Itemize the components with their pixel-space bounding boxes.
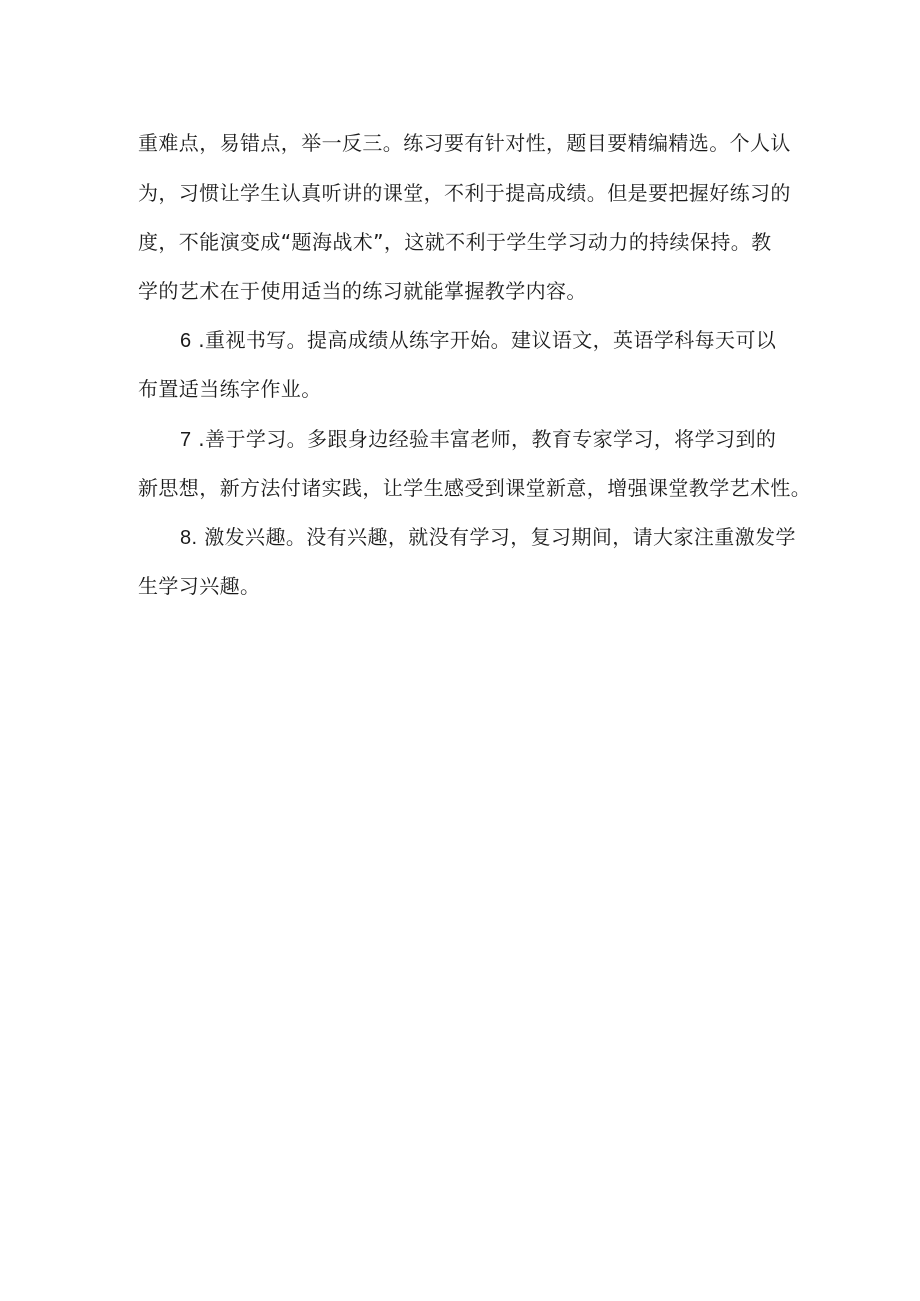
item-8-line-2: 生学习兴趣。: [138, 574, 261, 598]
item-6-line-2: 布置适当练字作业。: [138, 377, 322, 401]
item-8-line-1: [180, 524, 796, 550]
item-7-number: 7: [180, 429, 192, 451]
item-7-text: .善于学习。多跟身边经验丰富老师，教育专家学习，将学习到的: [198, 427, 777, 451]
item-6-line-1: [180, 327, 776, 353]
item-8-text: 激发兴趣。没有兴趣，就没有学习，复习期间，请大家注重激发学: [204, 525, 796, 549]
paragraph-1-line-4: 学的艺术在于使用适当的练习就能掌握教学内容。: [138, 279, 587, 303]
item-6-number: 6: [180, 330, 192, 352]
item-7-line-2: 新思想，新方法付诸实践，让学生感受到课堂新意，增强课堂教学艺术性。: [138, 476, 812, 500]
item-6-text: .重视书写。提高成绩从练字开始。建议语文，英语学科每天可以: [198, 328, 777, 352]
paragraph-1-line-2: 为，习惯让学生认真听讲的课堂，不利于提高成绩。但是要把握好练习的: [138, 181, 791, 205]
item-8-number: 8.: [180, 527, 198, 549]
paragraph-1-line-3: 度，不能演变成“题海战术”，这就不利于学生学习动力的持续保持。教: [138, 230, 772, 254]
item-7-line-1: [180, 426, 776, 452]
paragraph-1-line-1: 重难点，易错点，举一反三。练习要有针对性，题目要精编精选。个人认: [138, 131, 791, 155]
